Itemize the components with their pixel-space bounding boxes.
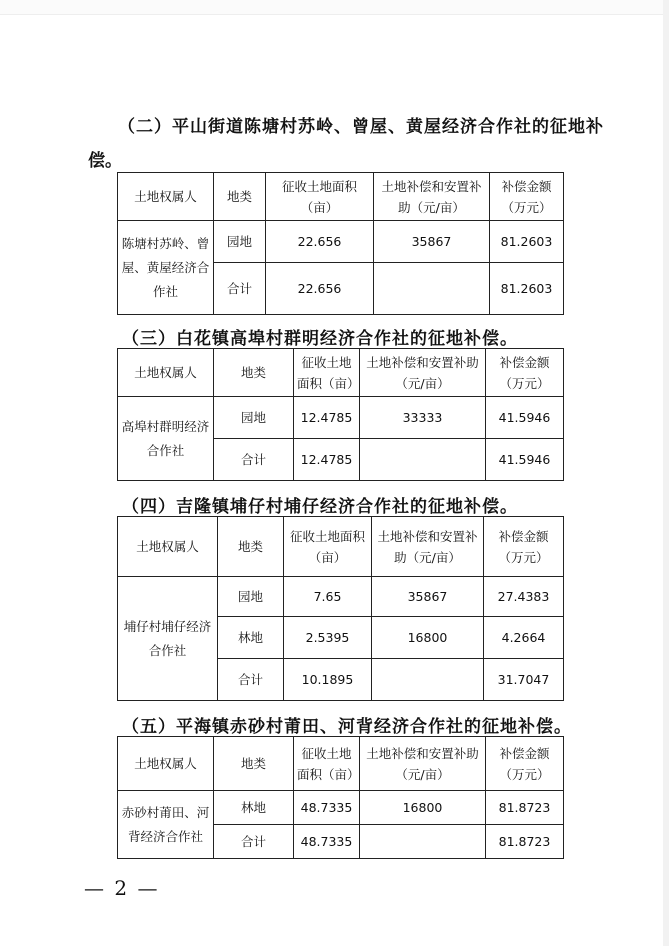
table-header-row — [118, 517, 564, 577]
table-header-row — [118, 173, 564, 221]
land-type-cell: 合计 — [214, 439, 294, 481]
rate-cell — [360, 439, 486, 481]
owner-cell: 赤砂村莆田、河背经济合作社 — [118, 791, 214, 859]
table-row — [118, 397, 564, 439]
area-cell: 10.1895 — [284, 659, 372, 701]
land-type-cell: 合计 — [218, 659, 284, 701]
area-cell: 48.7335 — [294, 791, 360, 825]
header-land-type: 地类 — [218, 517, 284, 577]
land-type-cell: 园地 — [218, 577, 284, 617]
amount-cell: 27.4383 — [484, 577, 564, 617]
section-heading: （四）吉隆镇埔仔村埔仔经济合作社的征地补偿。 — [122, 497, 518, 517]
header-rate: 土地补偿和安置补助（元/亩） — [360, 737, 486, 791]
page-right-edge — [663, 0, 669, 946]
amount-cell: 81.8723 — [486, 825, 564, 859]
owner-cell: 高埠村群明经济合作社 — [118, 397, 214, 481]
land-type-cell: 合计 — [214, 263, 266, 315]
area-cell: 2.5395 — [284, 617, 372, 659]
compensation-table — [117, 348, 564, 481]
area-cell: 48.7335 — [294, 825, 360, 859]
header-amount: 补偿金额（万元） — [486, 737, 564, 791]
area-cell: 7.65 — [284, 577, 372, 617]
owner-cell: 埔仔村埔仔经济合作社 — [118, 577, 218, 701]
rate-cell: 16800 — [360, 791, 486, 825]
header-owner: 土地权属人 — [118, 737, 214, 791]
area-cell: 22.656 — [266, 263, 374, 315]
page-top-edge — [0, 0, 669, 15]
amount-cell: 81.8723 — [486, 791, 564, 825]
land-type-cell: 合计 — [214, 825, 294, 859]
table-row — [118, 791, 564, 825]
header-rate: 土地补偿和安置补助（元/亩） — [374, 173, 490, 221]
land-type-cell: 园地 — [214, 397, 294, 439]
table-row — [118, 577, 564, 617]
table-header-row — [118, 349, 564, 397]
rate-cell — [360, 825, 486, 859]
amount-cell: 81.2603 — [490, 221, 564, 263]
header-owner: 土地权属人 — [118, 349, 214, 397]
header-rate: 土地补偿和安置补助（元/亩） — [372, 517, 484, 577]
land-type-cell: 园地 — [214, 221, 266, 263]
amount-cell: 4.2664 — [484, 617, 564, 659]
header-amount: 补偿金额（万元） — [490, 173, 564, 221]
header-rate: 土地补偿和安置补助（元/亩） — [360, 349, 486, 397]
section-heading-continuation: 偿。 — [88, 151, 122, 171]
area-cell: 12.4785 — [294, 397, 360, 439]
table-row — [118, 221, 564, 263]
owner-cell: 陈塘村苏岭、曾屋、黄屋经济合作社 — [118, 221, 214, 315]
header-owner: 土地权属人 — [118, 517, 218, 577]
compensation-table — [117, 516, 564, 701]
rate-cell: 16800 — [372, 617, 484, 659]
header-amount: 补偿金额（万元） — [486, 349, 564, 397]
rate-cell: 33333 — [360, 397, 486, 439]
header-area: 征收土地面积（亩） — [294, 737, 360, 791]
amount-cell: 31.7047 — [484, 659, 564, 701]
compensation-table — [117, 736, 564, 859]
header-area: 征收土地面积（亩） — [266, 173, 374, 221]
section-heading: （三）白花镇高埠村群明经济合作社的征地补偿。 — [122, 329, 518, 349]
rate-cell — [374, 263, 490, 315]
section-heading: （二）平山街道陈塘村苏岭、曾屋、黄屋经济合作社的征地补 — [118, 117, 604, 137]
rate-cell: 35867 — [372, 577, 484, 617]
header-land-type: 地类 — [214, 173, 266, 221]
table-header-row — [118, 737, 564, 791]
land-type-cell: 林地 — [214, 791, 294, 825]
amount-cell: 41.5946 — [486, 397, 564, 439]
header-owner: 土地权属人 — [118, 173, 214, 221]
header-land-type: 地类 — [214, 349, 294, 397]
area-cell: 12.4785 — [294, 439, 360, 481]
compensation-table — [117, 172, 564, 315]
header-area: 征收土地面积（亩） — [284, 517, 372, 577]
land-type-cell: 林地 — [218, 617, 284, 659]
header-area: 征收土地面积（亩） — [294, 349, 360, 397]
amount-cell: 41.5946 — [486, 439, 564, 481]
header-land-type: 地类 — [214, 737, 294, 791]
amount-cell: 81.2603 — [490, 263, 564, 315]
area-cell: 22.656 — [266, 221, 374, 263]
section-heading: （五）平海镇赤砂村莆田、河背经济合作社的征地补偿。 — [122, 717, 572, 737]
rate-cell: 35867 — [374, 221, 490, 263]
header-amount: 补偿金额（万元） — [484, 517, 564, 577]
rate-cell — [372, 659, 484, 701]
page-number: — 2 — — [84, 876, 160, 900]
